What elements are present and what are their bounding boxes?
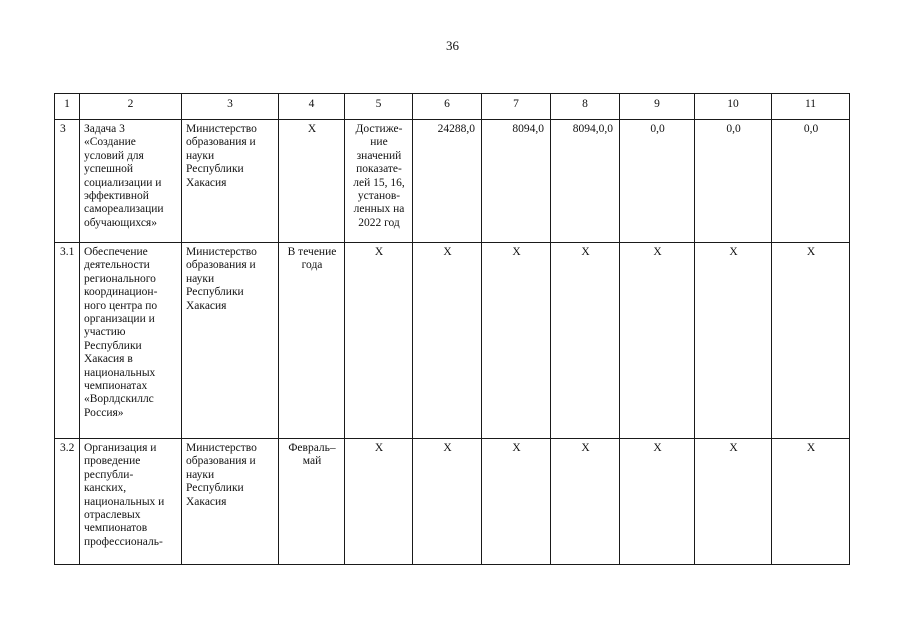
value-col-11: Х bbox=[806, 246, 816, 258]
value-col-11: 0,0 bbox=[803, 123, 819, 135]
value-col-6: Х bbox=[443, 442, 452, 454]
value-col-8: Х bbox=[581, 246, 590, 258]
measure-name: Задача 3 «Создание условий для успешной социализации и эффективной самореализации обучающихся» bbox=[84, 123, 164, 229]
expected-result: Х bbox=[374, 442, 384, 454]
row-number: 3.1 bbox=[60, 246, 75, 258]
value-col-7: Х bbox=[512, 246, 521, 258]
value-col-10: Х bbox=[729, 246, 738, 258]
table-row bbox=[55, 439, 850, 565]
column-header-10: 10 bbox=[695, 94, 772, 120]
measure-name: Обеспечение деятельности регионального координацион- ного центра по организации и участию Республики Хакасия в национальных чемпионатах «Ворлдскиллс Россия» bbox=[84, 246, 158, 419]
column-header-6: 6 bbox=[413, 94, 482, 120]
column-header-11: 11 bbox=[772, 94, 850, 120]
period: Х bbox=[307, 123, 317, 135]
value-col-10: 0,0 bbox=[726, 123, 741, 135]
executor: Министерство образования и науки Республики Хакасия bbox=[186, 442, 257, 508]
measure-name: Организация и проведение республи- канских, национальных и отраслевых чемпионатов профессиональ- bbox=[84, 442, 165, 548]
column-header-3: 3 bbox=[182, 94, 279, 120]
page-number: 36 bbox=[446, 38, 459, 53]
column-header-8: 8 bbox=[551, 94, 620, 120]
value-col-6: Х bbox=[443, 246, 452, 258]
column-header-9: 9 bbox=[620, 94, 695, 120]
value-col-6: 24288,0 bbox=[437, 123, 475, 135]
column-header-1: 1 bbox=[55, 94, 80, 120]
value-col-8: 8094,0,0 bbox=[572, 123, 613, 135]
table-row bbox=[55, 243, 850, 439]
value-col-9: 0,0 bbox=[650, 123, 665, 135]
period: Февраль– май bbox=[288, 442, 336, 468]
plan-table bbox=[54, 93, 850, 565]
value-col-11: Х bbox=[806, 442, 816, 454]
expected-result: Достиже- ние значений показате- лей 15, 16, установ- ленных на 2022 год bbox=[353, 123, 405, 229]
row-number: 3.2 bbox=[60, 442, 75, 454]
executor: Министерство образования и науки Республики Хакасия bbox=[186, 123, 257, 189]
table-header-row bbox=[55, 94, 850, 120]
value-col-10: Х bbox=[729, 442, 738, 454]
value-col-8: Х bbox=[581, 442, 590, 454]
value-col-9: Х bbox=[653, 246, 662, 258]
period: В течение года bbox=[287, 246, 337, 272]
column-header-5: 5 bbox=[345, 94, 413, 120]
value-col-7: 8094,0 bbox=[512, 123, 544, 135]
column-header-4: 4 bbox=[279, 94, 345, 120]
value-col-7: Х bbox=[512, 442, 521, 454]
expected-result: Х bbox=[374, 246, 384, 258]
column-header-2: 2 bbox=[80, 94, 182, 120]
row-number: 3 bbox=[60, 123, 66, 135]
table-row bbox=[55, 120, 850, 243]
value-col-9: Х bbox=[653, 442, 662, 454]
column-header-7: 7 bbox=[482, 94, 551, 120]
executor: Министерство образования и науки Республики Хакасия bbox=[186, 246, 257, 312]
